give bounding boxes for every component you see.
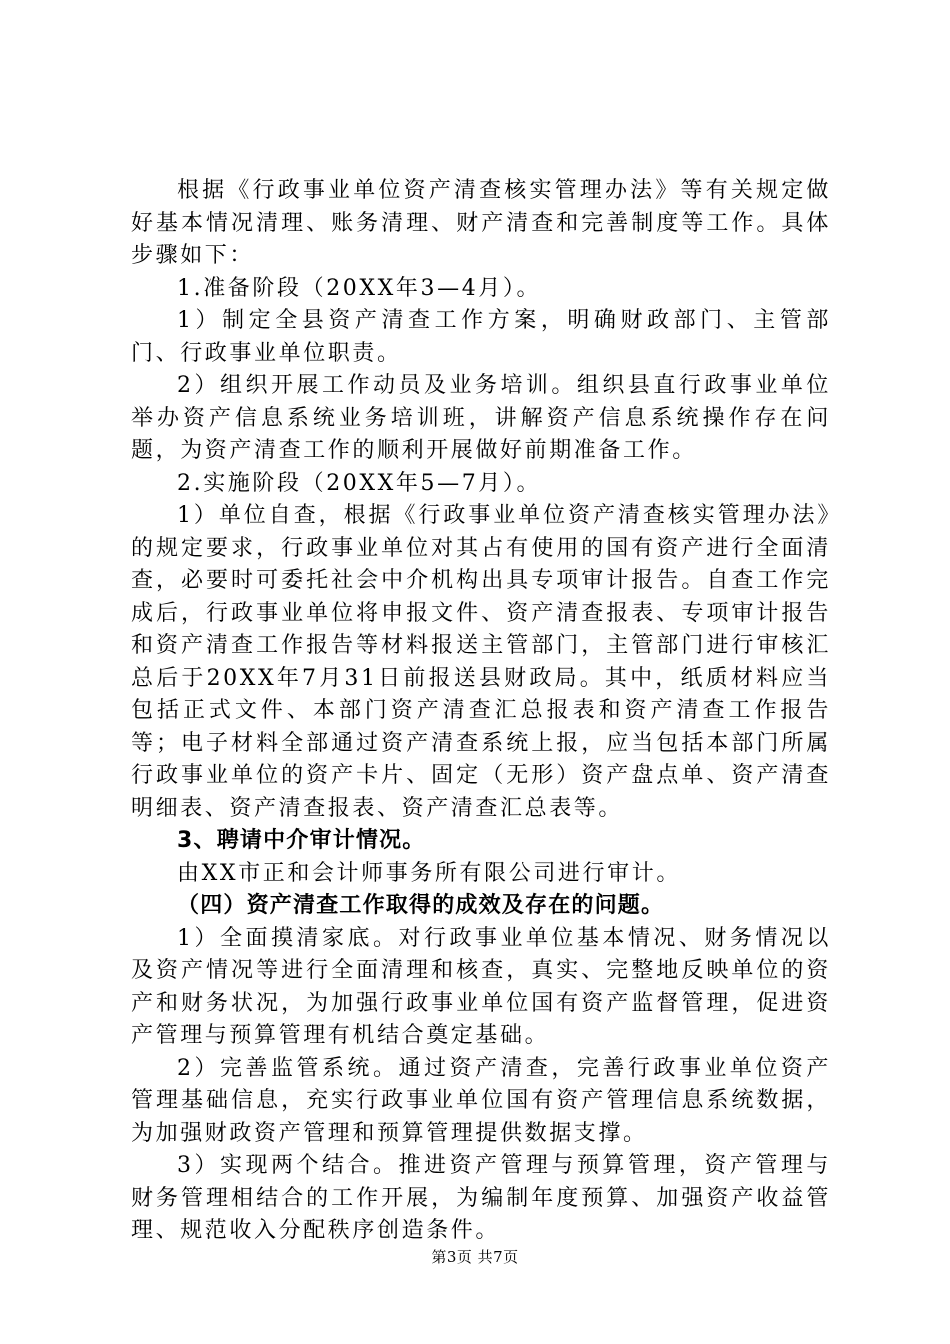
paragraph-prep-stage: 1.准备阶段（20XX年3—4月）。 [177, 275, 542, 301]
paragraph-audit: 由XX市正和会计师事务所有限公司进行审计。 [177, 860, 681, 886]
paragraph-prep-item-1: 1）制定全县资产清查工作方案，明确财政部门、主管部门、行政事业单位职责。 [131, 308, 831, 366]
document-body [131, 175, 831, 1248]
heading-results: （四）资产清查工作取得的成效及存在的问题。 [177, 893, 665, 918]
paragraph-intro: 根据《行政事业单位资产清查核实管理办法》等有关规定做好基本情况清理、账务清理、财产清查和完善制度等工作。具体步骤如下： [131, 178, 831, 268]
heading-audit: 3、聘请中介审计情况。 [177, 828, 426, 853]
paragraph-impl-stage: 2.实施阶段（20XX年5—7月）。 [177, 470, 542, 496]
paragraph-prep-item-2: 2）组织开展工作动员及业务培训。组织县直行政事业单位举办资产信息系统业务培训班，讲解资产信息系统操作存在问题，为资产清查工作的顺利开展做好前期准备工作。 [131, 373, 831, 463]
paragraph-result-1: 1）全面摸清家底。对行政事业单位基本情况、财务情况以及资产情况等进行全面清理和核查，真实、完整地反映单位的资产和财务状况，为加强行政事业单位国有资产监督管理，促进资产管理与预算管理有机结合奠定基础。 [131, 925, 831, 1048]
page-footer: 第3页 共7页 [431, 1248, 519, 1266]
paragraph-impl-item-1: 1）单位自查，根据《行政事业单位资产清查核实管理办法》的规定要求，行政事业单位对其占有使用的国有资产进行全面清查，必要时可委托社会中介机构出具专项审计报告。自查工作完成后，行政事业单位将申报文件、资产清查报表、专项审计报告和资产清查工作报告等材料报送主管部门，主管部门进行审核汇总后于20XX年7月31日前报送县财政局。其中，纸质材料应当包括正式文件、本部门资产清查汇总报表和资产清查工作报告等；电子材料全部通过资产清查系统上报，应当包括本部门所属行政事业单位的资产卡片、固定（无形）资产盘点单、资产清查明细表、资产清查报表、资产清查汇总表等。 [131, 503, 831, 821]
paragraph-result-2: 2）完善监管系统。通过资产清查，完善行政事业单位资产管理基础信息，充实行政事业单位国有资产管理信息系统数据，为加强财政资产管理和预算管理提供数据支撑。 [131, 1055, 831, 1146]
paragraph-result-3: 3）实现两个结合。推进资产管理与预算管理，资产管理与财务管理相结合的工作开展，为编制年度预算、加强资产收益管理、规范收入分配秩序创造条件。 [131, 1153, 831, 1243]
